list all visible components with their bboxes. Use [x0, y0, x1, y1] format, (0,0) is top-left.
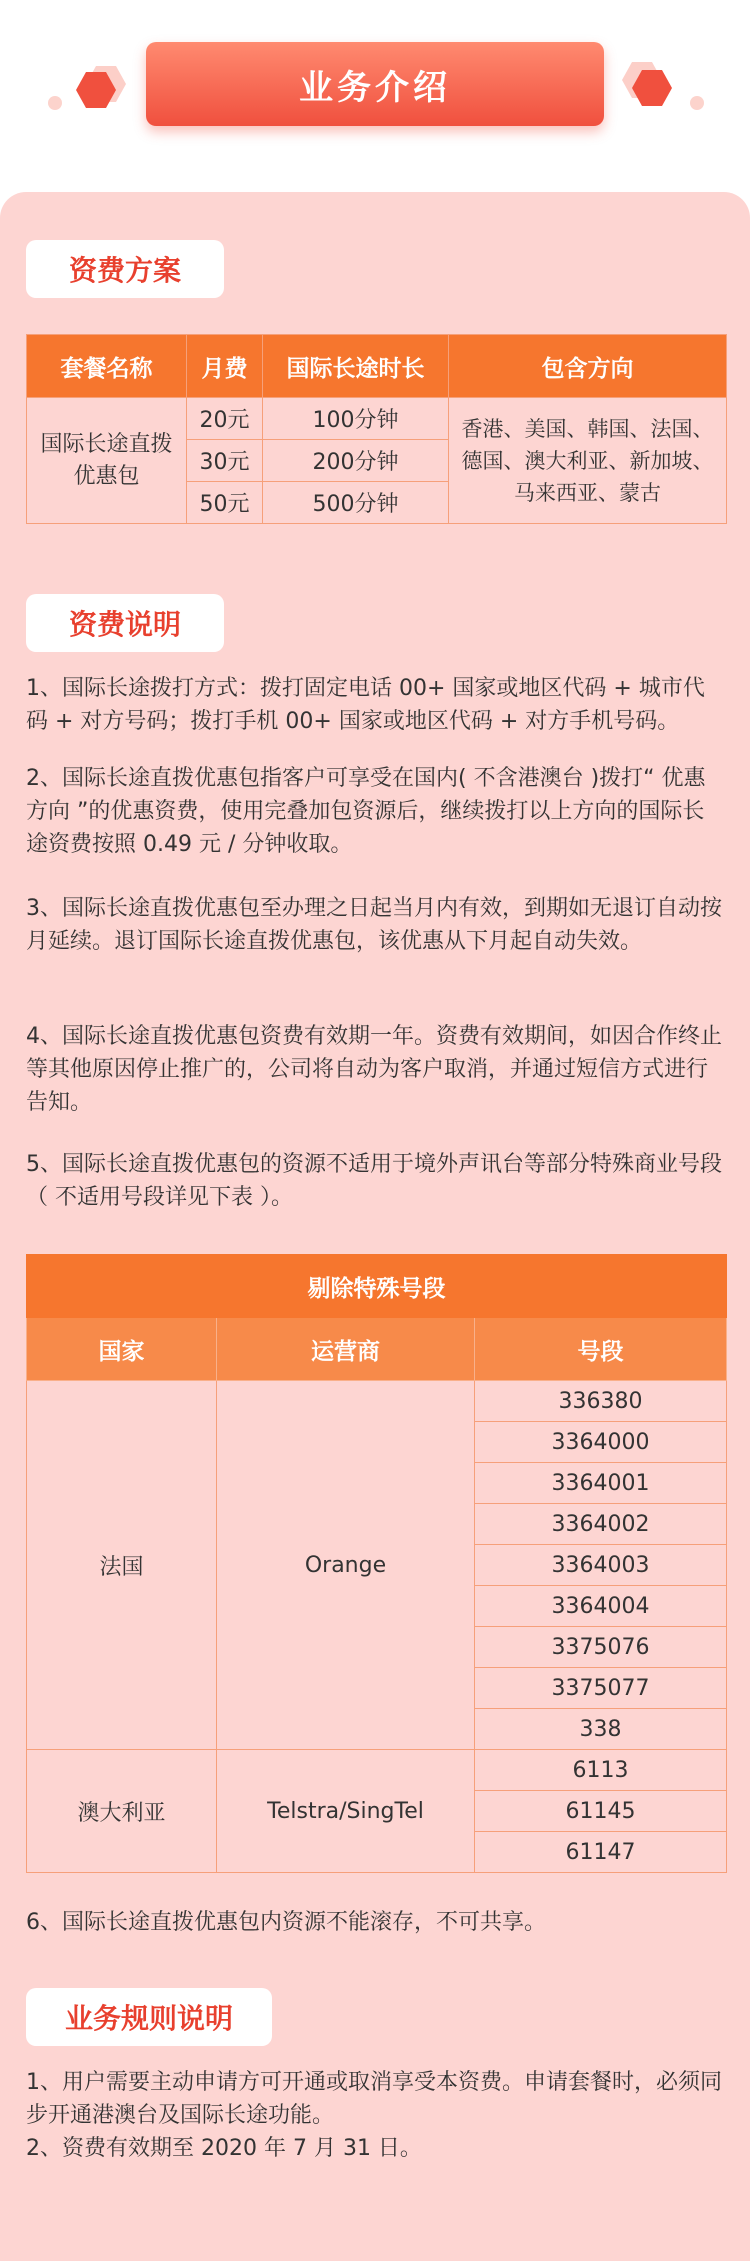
number-cell: 3375076	[475, 1627, 727, 1668]
table-row	[27, 1750, 727, 1791]
banner-title: 业务介绍	[146, 42, 604, 126]
fee-cell: 20元	[187, 398, 263, 440]
note-1: 1、国际长途拨打方式：拨打固定电话 00+ 国家或地区代码 + 城市代码 + 对方号码；拨打手机 00+ 国家或地区代码 + 对方手机号码。	[26, 676, 705, 734]
header-country: 国家	[27, 1318, 217, 1381]
package-name-cell: 国际长途直拨优惠包	[27, 398, 187, 524]
header	[0, 0, 750, 190]
header-directions: 包含方向	[449, 335, 727, 398]
section-title-rules: 业务规则说明	[26, 1988, 272, 2046]
special-numbers-table	[26, 1254, 727, 1873]
special-table-caption: 剔除特殊号段	[27, 1255, 727, 1318]
note-3: 3、国际长途直拨优惠包至办理之日起当月内有效，到期如无退订自动按月延续。退订国际长途直拨优惠包，该优惠从下月起自动失效。	[26, 896, 722, 954]
number-cell: 338	[475, 1709, 727, 1750]
content-panel	[0, 192, 750, 2261]
note-2: 2、国际长途直拨优惠包指客户可享受在国内( 不含港澳台 )拨打“ 优惠方向 ”的优惠资费，使用完叠加包资源后，继续拨打以上方向的国际长途资费按照 0.49 元 / 分钟收取。	[26, 766, 706, 857]
special-table-caption-row	[27, 1255, 727, 1318]
section-title-explain: 资费说明	[26, 594, 224, 652]
note-4: 4、国际长途直拨优惠包资费有效期一年。资费有效期间，如因合作终止等其他原因停止推广的，公司将自动为客户取消，并通过短信方式进行告知。	[26, 1024, 722, 1115]
plan-table	[26, 334, 727, 524]
header-number-segment: 号段	[475, 1318, 727, 1381]
rule-2: 2、资费有效期至 2020 年 7 月 31 日。	[26, 2136, 422, 2161]
decor-dot-left	[48, 96, 62, 110]
number-cell: 336380	[475, 1381, 727, 1422]
header-carrier: 运营商	[217, 1318, 475, 1381]
number-cell: 3364001	[475, 1463, 727, 1504]
section-title-plan: 资费方案	[26, 240, 224, 298]
country-cell: 澳大利亚	[27, 1750, 217, 1873]
minutes-cell: 200分钟	[263, 440, 449, 482]
minutes-cell: 100分钟	[263, 398, 449, 440]
country-cell: 法国	[27, 1381, 217, 1750]
number-cell: 3364004	[475, 1586, 727, 1627]
number-cell: 61145	[475, 1791, 727, 1832]
table-row	[27, 398, 727, 440]
minutes-cell: 500分钟	[263, 482, 449, 524]
number-cell: 6113	[475, 1750, 727, 1791]
number-cell: 3364000	[475, 1422, 727, 1463]
directions-cell: 香港、美国、韩国、法国、德国、澳大利亚、新加坡、马来西亚、蒙古	[449, 398, 727, 524]
number-cell: 3364003	[475, 1545, 727, 1586]
carrier-cell: Telstra/SingTel	[217, 1750, 475, 1873]
carrier-cell: Orange	[217, 1381, 475, 1750]
special-table-header	[27, 1318, 727, 1381]
number-cell: 3364002	[475, 1504, 727, 1545]
fee-cell: 50元	[187, 482, 263, 524]
rule-1: 1、用户需要主动申请方可开通或取消享受本资费。申请套餐时，必须同步开通港澳台及国际长途功能。	[26, 2070, 722, 2128]
note-6: 6、国际长途直拨优惠包内资源不能滚存，不可共享。	[26, 1910, 546, 1935]
plan-table-header	[27, 335, 727, 398]
header-minutes: 国际长途时长	[263, 335, 449, 398]
header-package-name: 套餐名称	[27, 335, 187, 398]
table-row	[27, 1381, 727, 1422]
number-cell: 61147	[475, 1832, 727, 1873]
decor-dot-right	[690, 96, 704, 110]
number-cell: 3375077	[475, 1668, 727, 1709]
fee-cell: 30元	[187, 440, 263, 482]
note-5: 5、国际长途直拨优惠包的资源不适用于境外声讯台等部分特殊商业号段（ 不适用号段详见下表 ）。	[26, 1152, 722, 1210]
header-monthly-fee: 月费	[187, 335, 263, 398]
